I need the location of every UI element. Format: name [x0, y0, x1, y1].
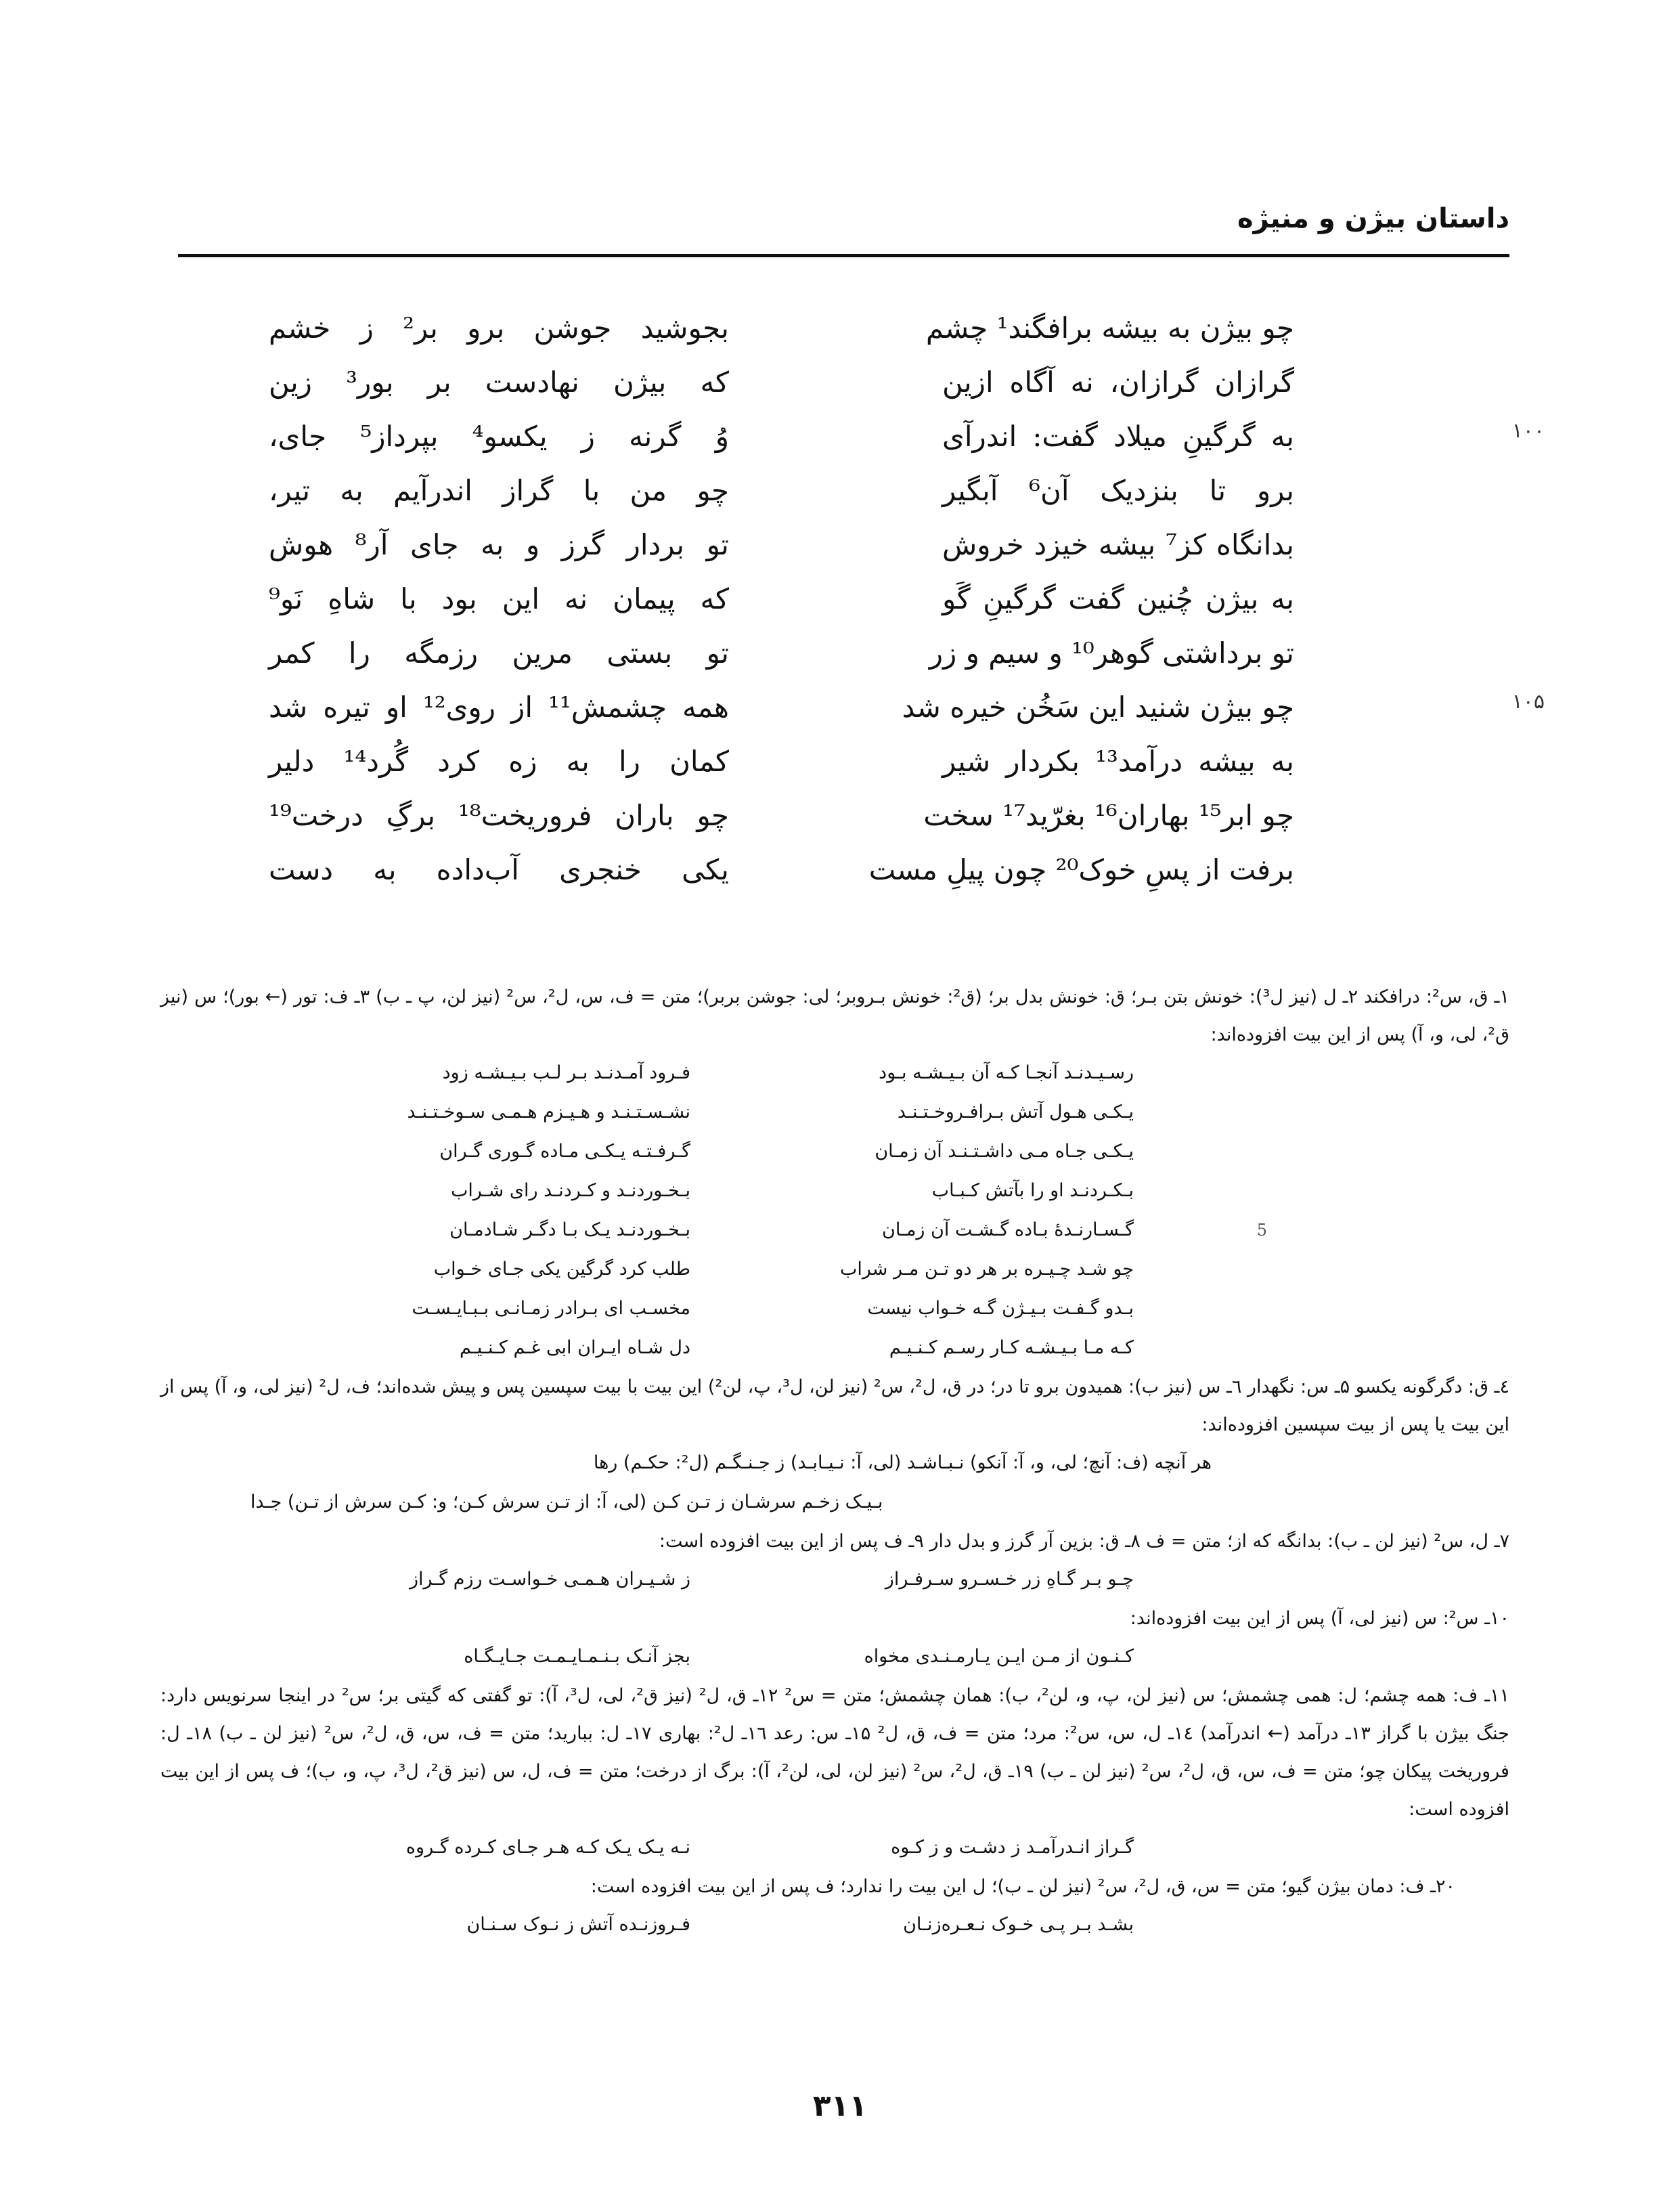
- added-verses-note-3: [160, 1054, 1509, 1368]
- cited-second-hemistich: فـروزنـده آتش ز نـوک سـنـان: [466, 1914, 690, 1935]
- second-hemistich: بجوشید جوشن برو بر² ز خشم: [269, 311, 729, 345]
- verse-line: [0, 525, 1680, 579]
- cited-second-hemistich: نـه یـک یـک کـه هـر جـای کـرده گـروه: [405, 1837, 690, 1858]
- first-hemistich: چو بیژن شنید این سَخُن خیره شد: [902, 691, 1294, 724]
- verse-line: [0, 796, 1680, 850]
- cited-verse: [160, 1054, 1509, 1093]
- verse-line: [0, 308, 1680, 362]
- cited-first-hemistich: گـراز انـدرآمـد ز دشـت و ز کـوه: [891, 1837, 1134, 1858]
- cited-first-hemistich: بشـد بـر پـی خـوک نـعـره‌زنـان: [903, 1914, 1134, 1935]
- footnotes-7-9: ۷ـ ل، س² (نیز لن ـ ب): بدانگه که از؛ متن = ف ۸ـ ق: بزین آر گرز و بدل دار ۹ـ ف پس از این بیت افزوده است:: [659, 1531, 1509, 1552]
- added-verses-note-10: [160, 1638, 1509, 1677]
- cited-second-hemistich: فـرود آمـدنـد بـر لـب بـیـشـه زود: [442, 1062, 690, 1083]
- first-hemistich: چو بیژن به بیشه برافگند¹ چشم: [925, 311, 1294, 345]
- cited-second-hemistich: طلب کرد گرگین یکی جـای خـواب: [433, 1259, 690, 1280]
- verse-line: [0, 633, 1680, 687]
- main-verses: [0, 308, 1680, 904]
- first-hemistich: تو برداشتی گوهر¹⁰ و سیم و زر: [929, 636, 1294, 670]
- cited-verse: [160, 1483, 1509, 1523]
- cited-verse: [160, 1250, 1509, 1290]
- second-hemistich: همه چشمش¹¹ از روی¹² او تیره شد: [269, 691, 729, 724]
- cited-verse: [160, 1211, 1509, 1250]
- cited-first-hemistich: یـکـی جـاه مـی داشـتـنـد آن زمـان: [875, 1141, 1134, 1162]
- cited-second-hemistich: مخسـب ای بـرادر زمـانـی بـبـایـسـت: [412, 1298, 690, 1319]
- cited-verse: [160, 1093, 1509, 1133]
- footnotes-11-19: ۱۱ـ ف: همه چشم؛ ل: همی چشمش؛ س (نیز لن، پ، و، لن²، ب): همان چشمش؛ متن = س² ۱۲ـ ق، ل² (نیز ق²، لی، ل³، آ): تو گفتی که گیتی بر؛ س² در اینجا سرنویس دارد: جنگ بیژن با گراز ۱۳ـ درآمد (← اندرآمد) ۱٤ـ ل، س، س²: مرد؛ متن = ف، ق، ل² ۱۵ـ س: رعد ۱٦ـ ل²: بهاری ۱۷ـ ل: ببارید؛ متن = ف، س، ق، ل²، س² (نیز لن ـ ب) ۱۸ـ ل: فروریخت پیکان چو؛ متن = ف، س، ق، ل²، س² (نیز لن ـ ب) ۱۹ـ ق، ل²، س² (نیز لن، لی، لن²، آ): برگ از درخت؛ متن = ف، ل، س (نیز ق²، ل³، پ، و، ب)؛ ف پس از این بیت افزوده است:: [160, 1685, 1510, 1820]
- cited-second-hemistich: بـخـوردنـد و کـردنـد رای شـراب: [450, 1180, 690, 1201]
- cited-verse: [160, 1444, 1509, 1483]
- critical-apparatus: [160, 978, 1509, 1945]
- cited-second-hemistich: ز شـیـران هـمـی خـواسـت رزم گـراز: [409, 1569, 690, 1590]
- second-hemistich: که پیمان نه این بود با شاهِ نَو⁹: [269, 582, 729, 615]
- cited-second-hemistich: گـرفـتـه یـکـی مـاده گـوری گـران: [439, 1141, 690, 1162]
- first-hemistich: بدانگاه کز⁷ بیشه خیزد خروش: [942, 528, 1294, 561]
- cited-first-hemistich: چو شـد چـیـره بر هر دو تـن مـر شراب: [839, 1259, 1134, 1280]
- verse-line: [0, 687, 1680, 741]
- cited-first-hemistich: کـه مـا بـیـشـه کـار رسـم کـنـیـم: [889, 1337, 1134, 1358]
- second-hemistich: وُ گرنه ز یکسو⁴ بپرداز⁵ جای،: [269, 420, 729, 453]
- verse-line: [0, 741, 1680, 796]
- footnotes-1-3: ۱ـ ق، س²: درافکند ۲ـ ل (نیز ل³): خونش بتن بـر؛ ق: خونش بدل بر؛ (ق²: خونش بـروبر؛ لی: جوشن بربر)؛ متن = ف، س، ل²، س² (نیز لن، پ ـ ب) ۳ـ ف: تور (← بور)؛ س (نیز ق²، لی، و، آ) پس از این بیت افزوده‌اند:: [160, 986, 1509, 1045]
- cited-first-hemistich: کـنـون از مـن ایـن یـارمـنـدی مخواه: [864, 1646, 1134, 1667]
- second-hemistich: چو باران فروریخت¹⁸ برگِ درخت¹⁹: [269, 799, 729, 832]
- page-number: ۳۱۱: [812, 2089, 868, 2123]
- verse-line: [0, 416, 1680, 471]
- cited-first-hemistich: چـو بـر گـاهِ زر خـسـرو سـرفـراز: [885, 1569, 1134, 1590]
- added-verses-note-19: [160, 1829, 1509, 1868]
- second-hemistich: که بیژن نهادست بر بور³ زین: [269, 366, 730, 399]
- verse-line: [0, 362, 1680, 416]
- second-hemistich: تو بستی مرین رزمگه را کمر: [269, 636, 729, 670]
- cited-first-hemistich: رسـیـدنـد آنجـا کـه آن بـیـشـه بـود: [879, 1062, 1134, 1083]
- verse-number: ۱۰۰: [1511, 419, 1545, 443]
- cited-verse: [160, 1290, 1509, 1329]
- cited-second-hemistich: بـخـوردنـد یـک بـا دگـر شـادمـان: [449, 1219, 690, 1240]
- verse-number: ۱۰۵: [1511, 690, 1545, 714]
- cited-verse: [160, 1172, 1509, 1211]
- verse-line: [0, 471, 1680, 525]
- cited-second-hemistich: دل شـاه ایـران ابی غـم کـنـیـم: [460, 1337, 690, 1358]
- cited-second-hemistich: بـیـک زخـم سرشـان ز تـن کـن (لی، آ: از تـن سرش کـن؛ و: کـن سرش از تـن) جـدا: [250, 1492, 883, 1512]
- cited-verse: [160, 1133, 1509, 1172]
- footnote-10: ۱۰ـ س²: س (نیز لی، آ) پس از این بیت افزوده‌اند:: [1130, 1608, 1509, 1629]
- footnotes-4-6: ٤ـ ق: دگرگونه یکسو ۵ـ س: نگهدار ٦ـ س (نیز ب): همیدون برو تا در؛ در ق، ل²، س² (نیز لن، ل³، پ، لن²) این بیت با بیت سپسین پس و پیش شده‌اند؛ ف، ل² (نیز لی، و، آ) پس از این بیت یا پس از بیت سپسین افزوده‌اند:: [160, 1376, 1509, 1435]
- first-hemistich: به بیشه درآمد¹³ بکردار شیر: [942, 745, 1294, 778]
- cited-second-hemistich: بجز آنـک بـنـمـایـمـت جـایـگـاه: [464, 1646, 690, 1667]
- cited-first-hemistich: بـدو گـفـت بـیـژن گـه خـواب نیست: [867, 1298, 1134, 1319]
- cited-verse: [160, 1561, 1509, 1600]
- cited-first-hemistich: یـکـی هـول آتش بـرافـروخـتـنـد: [897, 1102, 1134, 1123]
- running-title: داستان بیژن و منیژه: [1237, 203, 1509, 234]
- added-verses-note-9: [160, 1561, 1509, 1600]
- cited-verse: [160, 1329, 1509, 1368]
- cited-first-hemistich: هر آنچه (ف: آنچ؛ لی، و، آ: آنکو) نـبـاشـد (لی، آ: نـیـابـد) ز جـنـگـم (ل²: حکـم) رها: [593, 1452, 1212, 1473]
- cited-verse: [160, 1906, 1509, 1945]
- footnote-20: ۲۰ـ ف: دمان بیژن گیو؛ متن = س، ق، ل²، س² (نیز لن ـ ب)؛ ل این بیت را ندارد؛ ف پس از این بیت افزوده است:: [590, 1876, 1455, 1897]
- cited-first-hemistich: بـکـردنـد او را بآتش کـبـاب: [931, 1180, 1134, 1201]
- verse-line: [0, 850, 1680, 904]
- cited-second-hemistich: نشـسـتـنـد و هـیـزم هـمـی سـوخـتـنـد: [407, 1102, 690, 1123]
- second-hemistich: کمان را به زه کرد گُرد¹⁴ دلیر: [269, 745, 730, 778]
- added-verses-note-6: [160, 1444, 1509, 1523]
- verse-line: [0, 579, 1680, 633]
- first-hemistich: به گرگینِ میلاد گفت: اندرآی: [942, 420, 1294, 453]
- second-hemistich: یکی خنجری آب‌داده به دست: [269, 853, 729, 886]
- cited-verse-number: 5: [1256, 1221, 1267, 1240]
- cited-verse: [160, 1638, 1509, 1677]
- second-hemistich: تو بردار گرز و به جای آر⁸ هوش: [269, 528, 729, 561]
- header-rule: [178, 254, 1509, 257]
- cited-first-hemistich: گـسـارنـدهٔ بـاده گـشـت آن زمـان: [882, 1219, 1134, 1240]
- first-hemistich: برفت از پسِ خوک²⁰ چون پیلِ مست: [868, 853, 1294, 886]
- first-hemistich: به بیژن چُنین گفت گرگینِ گَو: [942, 582, 1294, 615]
- second-hemistich: چو من با گراز اندرآیم به تیر،: [269, 474, 729, 507]
- cited-verse: [160, 1829, 1509, 1868]
- first-hemistich: گرازان گرازان، نه آگاه ازین: [942, 366, 1294, 399]
- first-hemistich: برو تا بنزدیک آن⁶ آبگیر: [942, 474, 1294, 507]
- first-hemistich: چو ابر¹⁵ بهاران¹⁶ بغرّید¹⁷ سخت: [923, 799, 1294, 832]
- added-verses-note-20: [160, 1906, 1509, 1945]
